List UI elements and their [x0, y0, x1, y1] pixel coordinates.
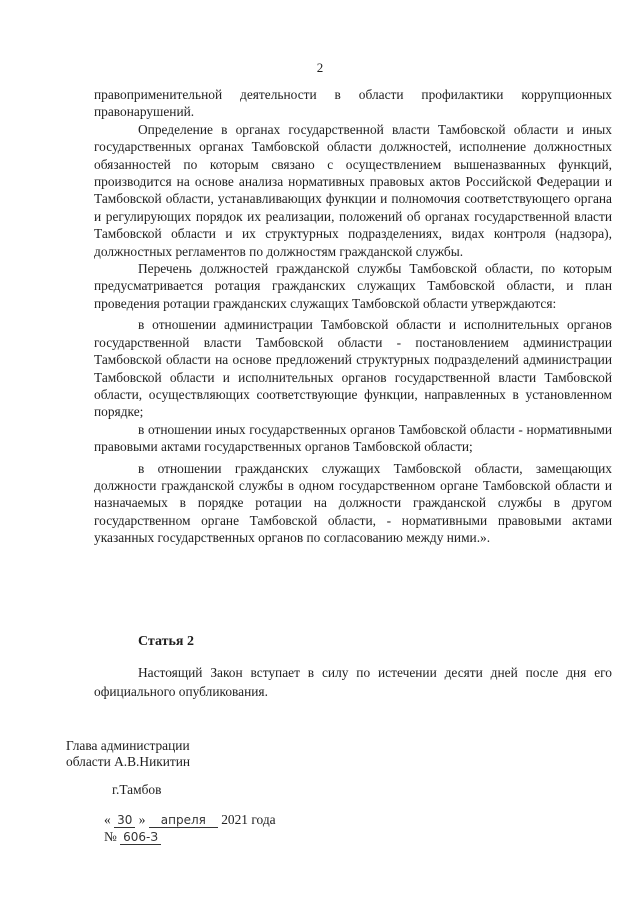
date-year: 2021 года: [221, 812, 276, 827]
law-number: [104, 829, 161, 845]
page-number: 2: [316, 60, 324, 75]
date-open-quote: «: [104, 812, 111, 827]
signature-block: [66, 738, 190, 770]
date-day: 30: [114, 813, 135, 828]
city-of-signing: г.Тамбов: [112, 782, 162, 797]
paragraph-administration-clause: в отношении администрации Тамбовской области и исполнительных органов государственной власти Тамбовской области - постановлением администрации Тамбовской области на основе предложений структурных подразделений администрации Тамбовской области и исполнительных органов государственной власти Тамбовской области, осуществляющих соответствующие функции, направленных в установленном порядке;: [94, 317, 612, 420]
paragraph-other-bodies-clause: в отношении иных государственных органов Тамбовской области - нормативными правовыми актами государственных органов Тамбовской области;: [94, 421, 612, 455]
final-provision: [94, 663, 612, 701]
article-heading: Статья 2: [138, 634, 194, 649]
signature-name: области А.В.Никитин: [66, 754, 191, 769]
signature-title: Глава администрации: [66, 738, 190, 753]
date-month: апреля: [149, 813, 218, 828]
paragraph-positions-definition: Определение в органах государственной власти Тамбовской области и иных государственных органах Тамбовской области должностей, исполнение должностных обязанностей по которым связано с осуществлением вышеназванных функций, производится на основе анализа нормативных правовых актов Российской Федерации и Тамбовской области, устанавливающих функции и полномочия соответствующего органа и регулирующих порядок их реализации, положений об органах государственной власти Тамбовской области и их структурных подразделениях, видах контроля (надзора), должностных регламентов по должностям гражданской службы.: [94, 121, 612, 259]
number-prefix: №: [104, 829, 117, 844]
paragraph-transfer-clause: в отношении гражданских служащих Тамбовской области, замещающих должности гражданской службы в одном государственном органе Тамбовской области и назначаемых в порядке ротации на должности гражданской службы в другом государственном органе Тамбовской области, - нормативными правовыми актами указанных государственных органов по согласованию между ними.».: [94, 460, 612, 546]
date-close-quote: »: [138, 812, 146, 827]
number-value: 606-З: [120, 830, 161, 845]
signing-date: [104, 812, 276, 828]
paragraph-continuation: правоприменительной деятельности в области профилактики коррупционных правонарушений.: [94, 87, 612, 120]
paragraph-rotation-list: Перечень должностей гражданской службы Тамбовской области, по которым предусматривается ротация гражданских служащих Тамбовской области, и план проведения ротации гражданских служащих Тамбовской области утверждаются:: [94, 261, 612, 311]
paragraph-entry-into-force: Настоящий Закон вступает в силу по истечении десяти дней после дня его официального опубликования.: [94, 665, 612, 699]
law-body-text: [94, 86, 612, 547]
